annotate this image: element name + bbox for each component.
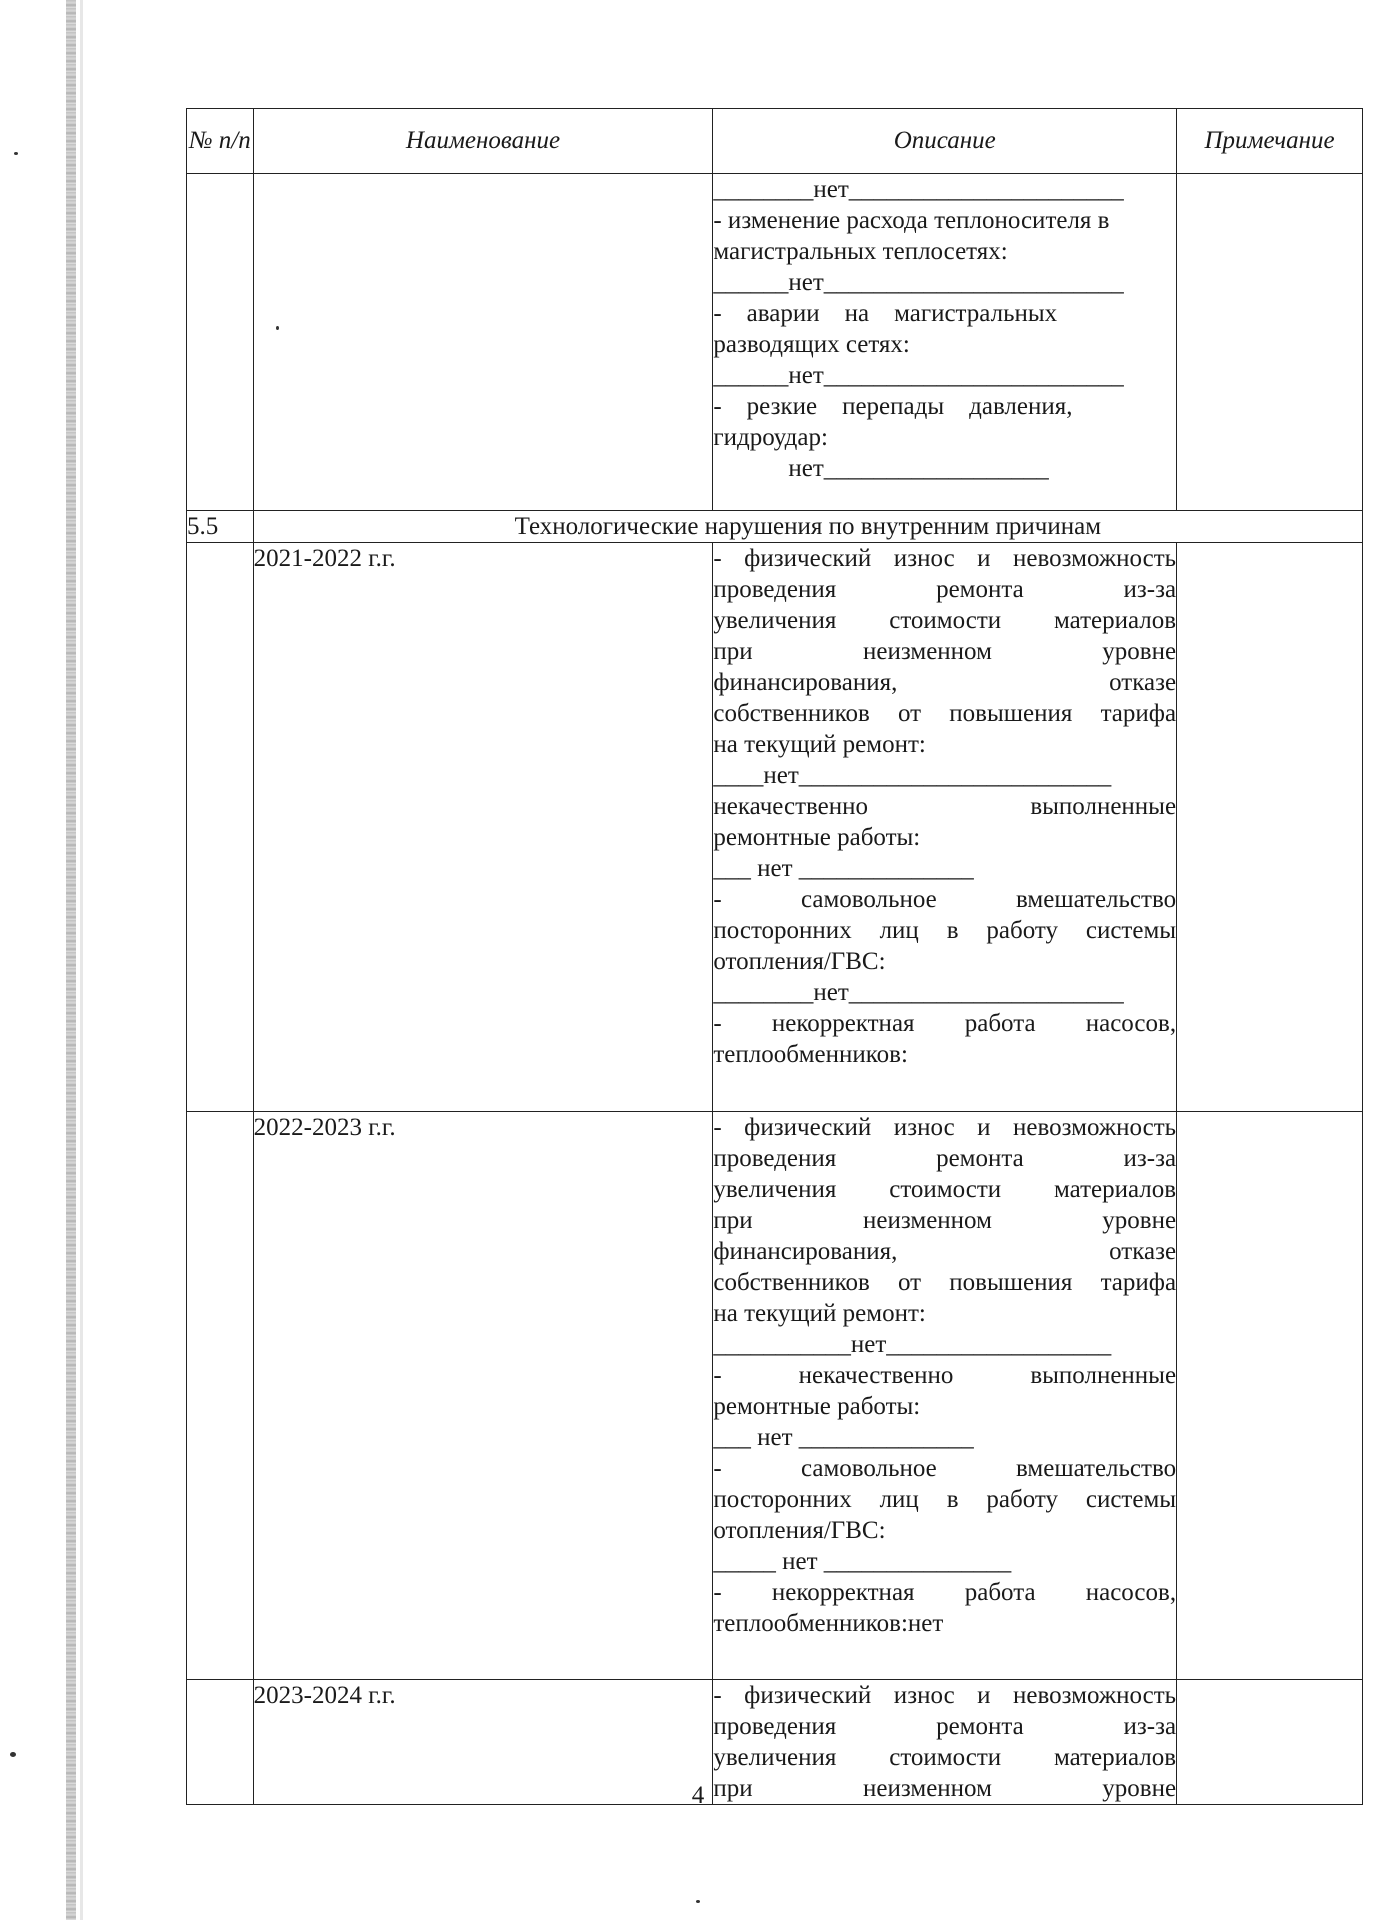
header-num: № п/п <box>187 109 254 174</box>
description-line: - некачественно выполненные <box>713 1362 1177 1389</box>
row-description-cell <box>713 174 1177 511</box>
description-line: проведения ремонта из-за <box>713 1145 1177 1172</box>
scan-speck <box>14 152 18 155</box>
header-note: Примечание <box>1177 109 1363 174</box>
description-line: ________нет______________________ <box>713 979 1124 1006</box>
description-line: при неизменном уровне <box>713 1775 1177 1802</box>
description-line: ____нет_________________________ <box>713 762 1112 789</box>
row-description-cell <box>713 1112 1177 1680</box>
table-header-row <box>187 109 1363 174</box>
description-line: гидроудар: <box>713 424 828 451</box>
description-line: увеличения стоимости материалов <box>713 1176 1177 1203</box>
description-line: посторонних лиц в работу системы <box>713 1486 1177 1513</box>
description-line: - некорректная работа насосов, <box>713 1579 1177 1606</box>
row-name: 2022-2023 г.г. <box>253 1112 713 1680</box>
description-line: ремонтные работы: <box>713 824 921 851</box>
description-line: отопления/ГВС: <box>713 948 886 975</box>
description-line: - физический износ и невозможность <box>713 1114 1177 1141</box>
description-line: некачественно выполненные <box>713 793 1177 820</box>
description-line: финансирования, отказе <box>713 669 1177 696</box>
description-line: - физический износ и невозможность <box>713 545 1177 572</box>
description-line: теплообменников: <box>713 1041 908 1068</box>
section-row <box>187 511 1363 543</box>
description-line: посторонних лиц в работу системы <box>713 917 1177 944</box>
row-num-cell <box>187 543 254 1112</box>
description-line: - аварии на магистральных <box>713 300 1058 327</box>
page-number: 4 <box>691 1782 705 1809</box>
description-line: теплообменников:нет <box>713 1610 944 1637</box>
description-line: при неизменном уровне <box>713 1207 1177 1234</box>
scan-speck <box>10 1752 16 1757</box>
description-line: увеличения стоимости материалов <box>713 1744 1177 1771</box>
section-title: Технологические нарушения по внутренним причинам <box>253 511 1362 543</box>
description-line: финансирования, отказе <box>713 1238 1177 1265</box>
table-row <box>187 174 1363 511</box>
row-num-cell <box>187 174 254 511</box>
row-description-cell <box>713 543 1177 1112</box>
description-line: на текущий ремонт: <box>713 731 926 758</box>
description-line: ремонтные работы: <box>713 1393 921 1420</box>
row-note-cell <box>1177 1112 1363 1680</box>
description-line: ___ нет ______________ <box>713 855 974 882</box>
row-num-cell <box>187 1112 254 1680</box>
description-line: - резкие перепады давления, <box>713 393 1073 420</box>
row-name-cell <box>253 174 713 511</box>
description-line: отопления/ГВС: <box>713 1517 886 1544</box>
description-line: магистральных теплосетях: <box>713 238 1008 265</box>
description-line: разводящих сетях: <box>713 331 910 358</box>
description-line: на текущий ремонт: <box>713 1300 926 1327</box>
description-line: - самовольное вмешательство <box>713 1455 1177 1482</box>
row-note-cell <box>1177 174 1363 511</box>
row-name: 2023-2024 г.г. <box>253 1680 713 1805</box>
scan-speck <box>696 1900 700 1903</box>
description-line: нет__________________ <box>713 455 1049 482</box>
description-line: собственников от повышения тарифа <box>713 700 1177 727</box>
scan-edge-shadow <box>66 0 76 1920</box>
description-line: - самовольное вмешательство <box>713 886 1177 913</box>
description-line: _____ нет _______________ <box>713 1548 1012 1575</box>
description-line: ______нет________________________ <box>713 362 1124 389</box>
report-table <box>186 108 1363 1805</box>
section-number: 5.5 <box>187 511 254 543</box>
description-line: проведения ремонта из-за <box>713 576 1177 603</box>
description-line: ___________нет__________________ <box>713 1331 1112 1358</box>
description-line: ______нет________________________ <box>713 269 1124 296</box>
scan-edge-line <box>80 0 83 1920</box>
description-line: - физический износ и невозможность <box>713 1682 1177 1709</box>
description-line: увеличения стоимости материалов <box>713 607 1177 634</box>
description-line: собственников от повышения тарифа <box>713 1269 1177 1296</box>
description-line: - некорректная работа насосов, <box>713 1010 1177 1037</box>
description-line: ________нет______________________ <box>713 176 1124 203</box>
description-line: при неизменном уровне <box>713 638 1177 665</box>
row-note-cell <box>1177 543 1363 1112</box>
header-description: Описание <box>713 109 1177 174</box>
header-name: Наименование <box>253 109 713 174</box>
description-line: ___ нет ______________ <box>713 1424 974 1451</box>
description-line: проведения ремонта из-за <box>713 1713 1177 1740</box>
description-line: - изменение расхода теплоносителя в <box>713 207 1110 234</box>
row-name: 2021-2022 г.г. <box>253 543 713 1112</box>
table-row <box>187 1112 1363 1680</box>
table-row <box>187 543 1363 1112</box>
